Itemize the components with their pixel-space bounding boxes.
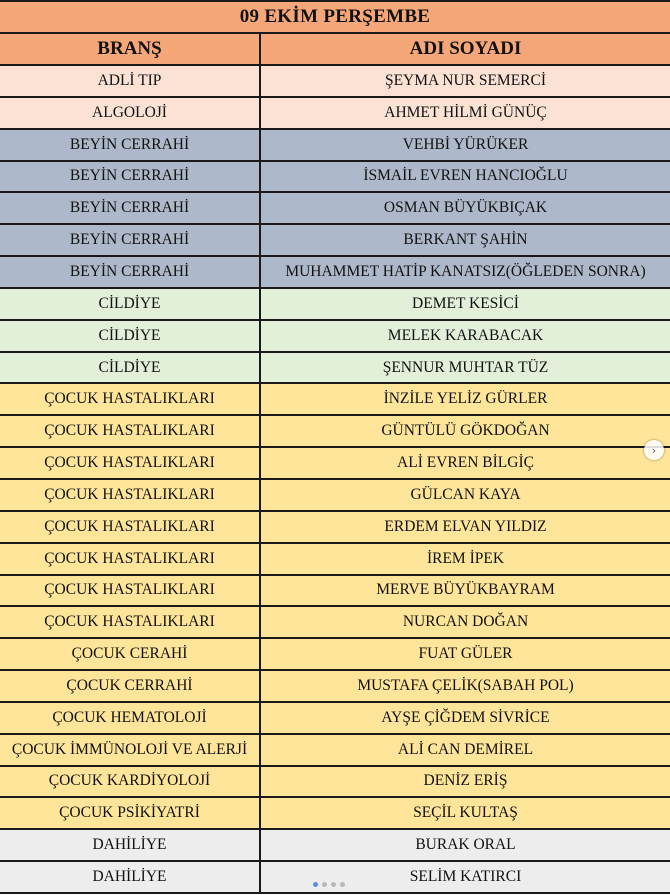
brans-cell: DAHİLİYE xyxy=(0,830,261,860)
name-cell: MERVE BÜYÜKBAYRAM xyxy=(376,581,555,599)
brans-cell: ÇOCUK HASTALIKLARI xyxy=(0,576,261,606)
table-row xyxy=(0,671,670,703)
table-row xyxy=(0,321,670,353)
table-row xyxy=(0,830,670,862)
table-row xyxy=(0,416,670,448)
name-cell: FUAT GÜLER xyxy=(418,645,513,663)
table-row xyxy=(0,703,670,735)
carousel-dot[interactable] xyxy=(313,882,318,887)
brans-cell: ÇOCUK CERAHİ xyxy=(0,639,261,669)
brans-cell: BEYİN CERRAHİ xyxy=(0,225,261,255)
table-row xyxy=(0,576,670,608)
name-cell: AHMET HİLMİ GÜNÜÇ xyxy=(384,103,547,121)
name-cell: ALİ CAN DEMİREL xyxy=(397,740,534,758)
brans-cell: ÇOCUK HASTALIKLARI xyxy=(0,384,261,414)
table-row xyxy=(0,767,670,799)
table-row xyxy=(0,193,670,225)
table-row xyxy=(0,130,670,162)
brans-cell: ÇOCUK KARDİYOLOJİ xyxy=(0,767,261,797)
name-cell: SEÇİL KULTAŞ xyxy=(413,804,518,822)
table-row xyxy=(0,480,670,512)
brans-cell: BEYİN CERRAHİ xyxy=(0,162,261,192)
brans-cell: ÇOCUK HASTALIKLARI xyxy=(0,416,261,446)
brans-cell: BEYİN CERRAHİ xyxy=(0,257,261,287)
table-body xyxy=(0,66,670,894)
brans-cell: ÇOCUK CERRAHİ xyxy=(0,671,261,701)
name-cell: AYŞE ÇİĞDEM SİVRİCE xyxy=(381,708,550,726)
table-row xyxy=(0,162,670,194)
name-cell: ŞEYMA NUR SEMERCİ xyxy=(384,71,547,89)
table-row xyxy=(0,512,670,544)
table-row xyxy=(0,353,670,385)
name-cell: ŞENNUR MUHTAR TÜZ xyxy=(382,358,549,376)
name-cell: DEMET KESİCİ xyxy=(412,294,519,312)
name-cell: VEHBİ YÜRÜKER xyxy=(402,135,529,153)
schedule-title: 09 EKİM PERŞEMBE xyxy=(0,2,670,34)
brans-cell: BEYİN CERRAHİ xyxy=(0,193,261,223)
name-cell: ERDEM ELVAN YILDIZ xyxy=(384,517,547,535)
name-cell: OSMAN BÜYÜKBIÇAK xyxy=(383,199,548,217)
table-row xyxy=(0,384,670,416)
name-cell: BERKANT ŞAHİN xyxy=(403,231,528,249)
name-cell: İSMAİL EVREN HANCIOĞLU xyxy=(363,167,568,185)
brans-cell: ÇOCUK HEMATOLOJİ xyxy=(0,703,261,733)
brans-cell: ÇOCUK HASTALIKLARI xyxy=(0,607,261,637)
brans-cell: CİLDİYE xyxy=(0,321,261,351)
brans-cell: ÇOCUK HASTALIKLARI xyxy=(0,512,261,542)
chevron-right-icon: › xyxy=(651,443,657,457)
table-row xyxy=(0,544,670,576)
table-row xyxy=(0,98,670,130)
brans-cell: CİLDİYE xyxy=(0,353,261,383)
name-cell: MELEK KARABACAK xyxy=(387,326,544,344)
brans-cell: ALGOLOJİ xyxy=(0,98,261,128)
brans-cell: ÇOCUK PSİKİYATRİ xyxy=(0,798,261,828)
brans-cell: ÇOCUK HASTALIKLARI xyxy=(0,544,261,574)
table-row xyxy=(0,639,670,671)
brans-cell: CİLDİYE xyxy=(0,289,261,319)
name-cell: GÜLCAN KAYA xyxy=(410,485,521,503)
carousel-dot[interactable] xyxy=(331,882,336,887)
name-cell: SELİM KATIRCI xyxy=(409,868,522,886)
name-cell: İREM İPEK xyxy=(426,549,505,567)
table-row xyxy=(0,607,670,639)
brans-cell: BEYİN CERRAHİ xyxy=(0,130,261,160)
brans-cell: ÇOCUK HASTALIKLARI xyxy=(0,480,261,510)
brans-cell: ÇOCUK İMMÜNOLOJİ VE ALERJİ xyxy=(0,735,261,765)
name-cell: MUSTAFA ÇELİK(SABAH POL) xyxy=(357,676,574,694)
header-adi-soyadi: ADI SOYADI xyxy=(409,38,522,59)
table-header xyxy=(0,34,670,66)
name-cell: İNZİLE YELİZ GÜRLER xyxy=(383,390,548,408)
brans-cell: ÇOCUK HASTALIKLARI xyxy=(0,448,261,478)
table-row xyxy=(0,798,670,830)
table-row xyxy=(0,862,670,894)
carousel-dot[interactable] xyxy=(322,882,327,887)
table-row xyxy=(0,66,670,98)
table-row xyxy=(0,735,670,767)
table-row xyxy=(0,225,670,257)
table-row xyxy=(0,289,670,321)
brans-cell: DAHİLİYE xyxy=(0,862,261,892)
name-cell: DENİZ ERİŞ xyxy=(423,772,508,790)
name-cell: BURAK ORAL xyxy=(415,836,516,854)
carousel-next-button[interactable] xyxy=(644,440,664,460)
table-row xyxy=(0,257,670,289)
name-cell: GÜNTÜLÜ GÖKDOĞAN xyxy=(381,422,550,440)
header-brans: BRANŞ xyxy=(0,34,261,64)
name-cell: NURCAN DOĞAN xyxy=(402,613,529,631)
name-cell: MUHAMMET HATİP KANATSIZ(ÖĞLEDEN SONRA) xyxy=(285,262,646,280)
brans-cell: ADLİ TIP xyxy=(0,66,261,96)
carousel-dot[interactable] xyxy=(340,882,345,887)
carousel-dots xyxy=(313,882,345,887)
name-cell: ALİ EVREN BİLGİÇ xyxy=(397,454,534,472)
table-row xyxy=(0,448,670,480)
